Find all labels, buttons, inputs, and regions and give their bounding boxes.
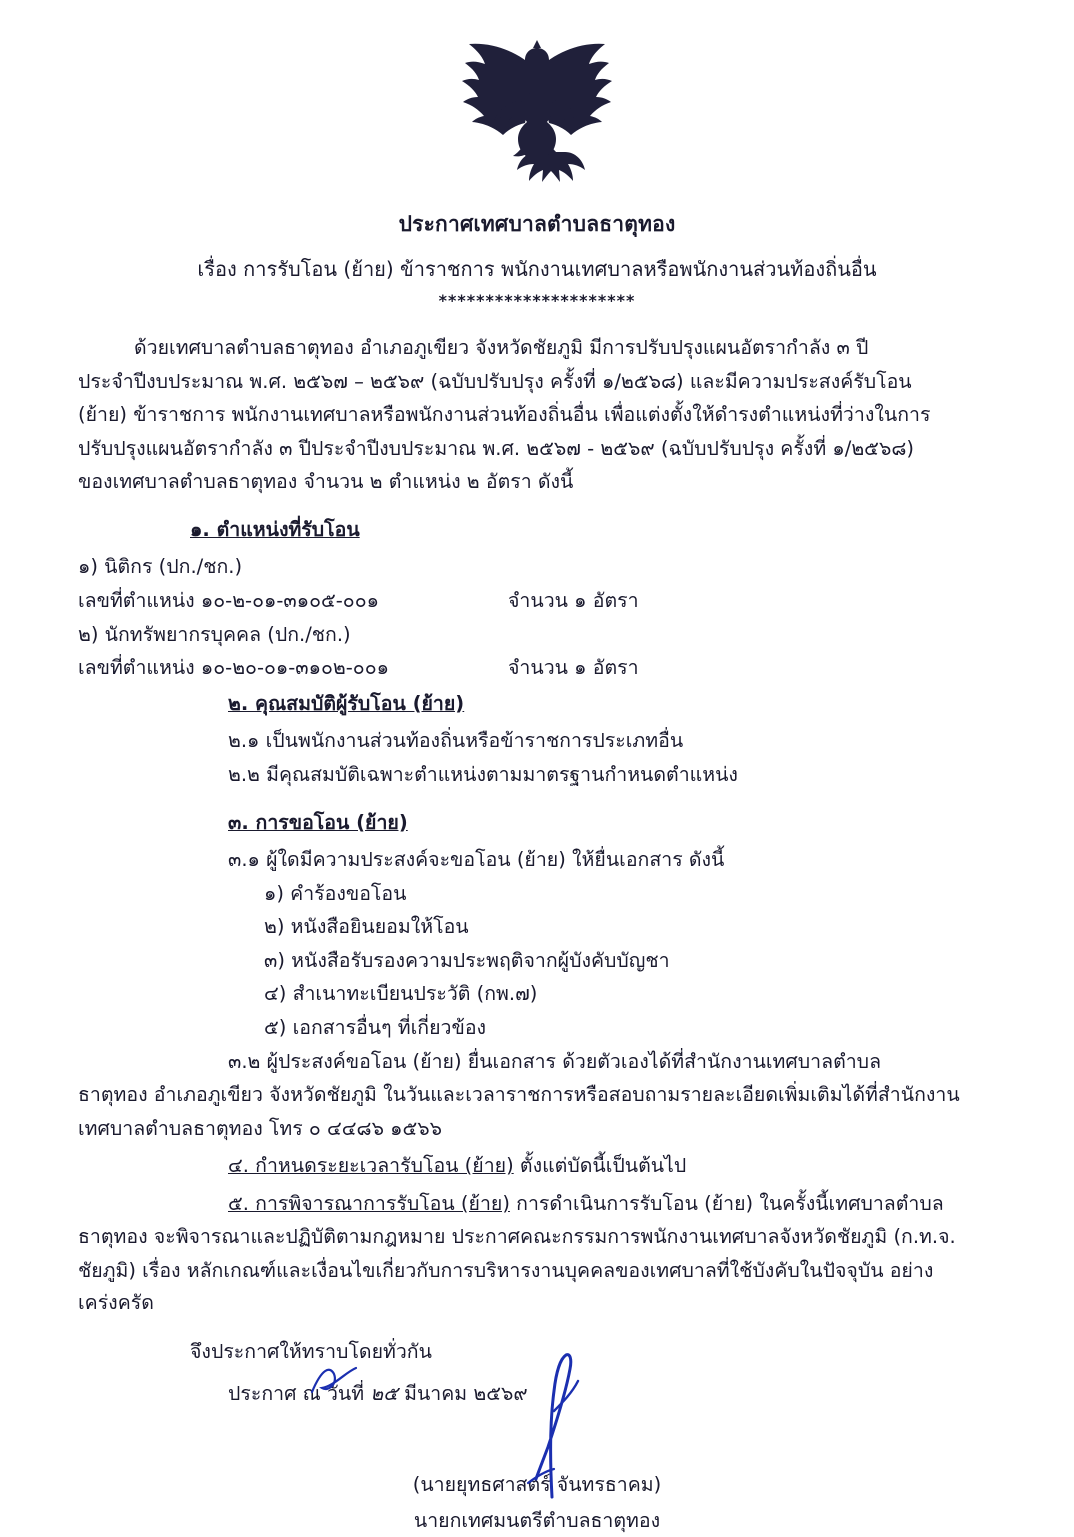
signatory-position: นายกเทศมนตรีตำบลธาตุทอง [413,1508,661,1532]
document-body [78,332,996,1537]
intro-line-1: ด้วยเทศบาลตำบลธาตุทอง อำเภอภูเขียว จังหวัดชัยภูมิ มีการปรับปรุงแผนอัตรากำลัง ๓ ปี [134,336,869,359]
closing-statement: จึงประกาศให้ทราบโดยทั่วกัน [190,1340,432,1364]
garuda-emblem [447,34,627,184]
section-3-doc-5: ๕) เอกสารอื่นๆ ที่เกี่ยวข้อง [264,1015,487,1039]
intro-line-5: ของเทศบาลตำบลธาตุทอง จำนวน ๒ ตำแหน่ง ๒ อัตรา ดังนี้ [78,470,574,494]
star-divider: ********************* [438,291,636,310]
position-2-title: ๒) นักทรัพยากรบุคคล (ปก./ชก.) [78,622,351,646]
section-1-heading-text: ๑. ตำแหน่งที่รับโอน [190,517,360,541]
signatory-name: (นายยุทธศาสตร์ จันทรธาคม) [412,1473,662,1497]
section-3-item-2-line-1: ๓.๒ ผู้ประสงค์ขอโอน (ย้าย) ยื่นเอกสาร ด้วยตัวเองได้ที่สำนักงานเทศบาลตำบล [228,1049,882,1073]
signature-block [78,1469,996,1536]
section-3-doc-3: ๓) หนังสือรับรองความประพฤติจากผู้บังคับบัญชา [264,948,670,972]
section-4-heading-text: ๔. กำหนดระยะเวลารับโอน (ย้าย) [228,1154,514,1178]
intro-line-2: ประจำปีงบประมาณ พ.ศ. ๒๕๖๗ – ๒๕๖๙ (ฉบับปรับปรุง ครั้งที่ ๑/๒๕๖๘) และมีความประสงค์รับโอน [78,369,912,393]
position-1-code: เลขที่ตำแหน่ง ๑๐-๒-๐๑-๓๑๐๕-๐๐๑ [78,589,379,613]
position-2-code: เลขที่ตำแหน่ง ๑๐-๒๐-๐๑-๓๑๐๒-๐๐๑ [78,656,389,680]
section-3-item-2-line-2: ธาตุทอง อำเภอภูเขียว จังหวัดชัยภูมิ ในวันและเวลาราชการหรือสอบถามรายละเอียดเพิ่มเติมได้ที่สำนักงาน [78,1083,960,1107]
document-subtitle: เรื่อง การรับโอน (ย้าย) ข้าราชการ พนักงานเทศบาลหรือพนักงานส่วนท้องถิ่นอื่น [197,257,877,281]
section-2-item-2: ๒.๒ มีคุณสมบัติเฉพาะตำแหน่งตามมาตรฐานกำหนดตำแหน่ง [228,762,738,786]
intro-line-4: ปรับปรุงแผนอัตรากำลัง ๓ ปีประจำปีงบประมาณ พ.ศ. ๒๕๖๗ - ๒๕๖๙ (ฉบับปรับปรุง ครั้งที่ ๑/๒๕๖๘) [78,436,914,460]
section-4-line [78,1150,996,1182]
section-2-heading-text: ๒. คุณสมบัติผู้รับโอน (ย้าย) [228,691,465,715]
announcement-date-line [78,1378,996,1410]
position-1-title: ๑) นิติกร (ปก./ชก.) [78,555,243,579]
section-5-line-2: ธาตุทอง จะพิจารณาและปฏิบัติตามกฎหมาย ประกาศคณะกรรมการพนักงานเทศบาลจังหวัดชัยภูมิ (ก.ท.จ. [78,1225,956,1249]
section-3-item-1: ๓.๑ ผู้ใดมีความประสงค์จะขอโอน (ย้าย) ให้ยื่นเอกสาร ดังนี้ [228,848,725,872]
section-3-item-2-line-3: เทศบาลตำบลธาตุทอง โทร ๐ ๔๔๘๖ ๑๕๖๖ [78,1116,443,1140]
date-day-handwritten: ๒๕ [370,1381,398,1405]
emblem-container [0,0,1074,184]
section-3-heading-text: ๓. การขอโอน (ย้าย) [228,810,408,834]
section-3-doc-1: ๑) คำร้องขอโอน [264,881,407,905]
position-2-row [78,652,996,684]
section-3-doc-2: ๒) หนังสือยินยอมให้โอน [264,915,469,939]
date-prefix: ประกาศ ณ วันที่ [228,1381,365,1405]
section-5-heading-text: ๕. การพิจารณาการรับโอน (ย้าย) [228,1191,510,1215]
document-title: ประกาศเทศบาลตำบลธาตุทอง [398,212,676,236]
date-month: มีนาคม [404,1381,468,1405]
position-1-count: จำนวน ๑ อัตรา [508,589,639,613]
section-3-doc-4: ๔) สำเนาทะเบียนประวัติ (กพ.๗) [264,982,538,1006]
section-5-line-3: ชัยภูมิ) เรื่อง หลักเกณฑ์และเงื่อนไขเกี่ยวกับการบริหารงานบุคคลของเทศบาลที่ใช้บังคับในปัจจุบัน อย่างเคร่งครัด [78,1259,934,1314]
intro-line-3: (ย้าย) ข้าราชการ พนักงานเทศบาลหรือพนักงานส่วนท้องถิ่นอื่น เพื่อแต่งตั้งให้ดำรงตำแหน่งที่ว่างในการ [78,403,931,427]
date-year: ๒๕๖๙ [473,1381,528,1405]
position-2-count: จำนวน ๑ อัตรา [508,656,639,680]
section-5-text: การดำเนินการรับโอน (ย้าย) ในครั้งนี้เทศบาลตำบล [509,1191,944,1215]
section-5-line-1 [78,1188,996,1220]
section-4-text: ตั้งแต่บัดนี้เป็นต้นไป [513,1154,687,1178]
position-1-row [78,585,996,617]
section-3-heading [78,807,996,839]
section-2-heading [78,688,996,720]
date-ink-scribble [304,1362,374,1402]
section-1-heading [78,514,996,546]
section-2-item-1: ๒.๑ เป็นพนักงานส่วนท้องถิ่นหรือข้าราชการประเภทอื่น [228,729,684,753]
